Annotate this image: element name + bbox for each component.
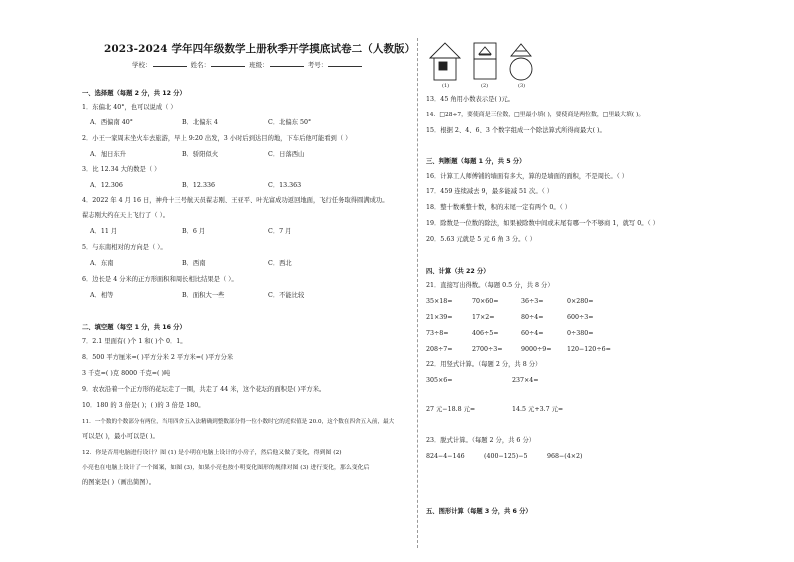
section-5-heading: 五、图形计算（每题 3 分，共 6 分） xyxy=(426,508,532,515)
q22-item: 14.5 元+3.7 元= xyxy=(512,406,564,413)
q2-option-b: B．骄阳似火 xyxy=(182,151,219,158)
question-5: 5．与东南相对的方向是（ ）。 xyxy=(82,244,167,251)
calc-item: 120−120÷6= xyxy=(567,346,611,353)
question-1: 1．东偏北 40°，也可以说成（ ） xyxy=(82,104,177,111)
section-1-heading: 一、选择题（每题 2 分，共 12 分） xyxy=(82,90,186,97)
q4-option-b: B．6 月 xyxy=(182,228,206,235)
question-10: 10．180 的 3 倍是( )；( )的 3 倍是 180。 xyxy=(82,402,205,409)
question-14: 14．□28÷7，要使商是三位数，□里最小填( )，要使商是两位数，□里最大填( )。 xyxy=(426,112,645,118)
question-11-line-1: 11．一个数的个数部分有两位，当用四舍五入法精确到整数部分得一位小数时它的近似值是 20.0，这个数在四舍五入前，最大 xyxy=(82,419,395,425)
calc-item: 73÷8= xyxy=(426,330,449,337)
question-23: 23．脱式计算。（每题 2 分，共 6 分） xyxy=(426,437,536,444)
q1-option-c: C．北偏东 50° xyxy=(268,119,312,126)
question-18: 18．整十数乘整十数，积的末尾一定有两个 0。（ ） xyxy=(426,204,572,211)
name-field[interactable] xyxy=(211,59,245,67)
name-label: 姓名： xyxy=(190,61,211,69)
calc-item: 60÷4= xyxy=(521,330,544,337)
school-label: 学校： xyxy=(132,61,152,69)
q23-item: 968−(4×2) xyxy=(547,453,583,460)
school-field[interactable] xyxy=(153,59,187,67)
question-16: 16．计算工人师傅铺的墙面有多大，算的是墙面的面积，不是周长。（ ） xyxy=(426,173,629,180)
section-2-heading: 二、填空题（每空 1 分，共 16 分） xyxy=(82,324,186,331)
calc-item: 36÷3= xyxy=(521,298,544,305)
q2-option-a: A．旭日东升 xyxy=(90,151,127,158)
calc-item: 0÷380= xyxy=(567,330,594,337)
question-4-line-2: 翟志刚大约在天上飞行了（ ）。 xyxy=(82,212,170,219)
q4-option-a: A．11 月 xyxy=(90,228,118,235)
number-label: 考号： xyxy=(307,61,328,69)
question-4-line-1: 4．2022 年 4 月 16 日，神舟十三号航天员翟志刚、王亚平、叶光富成功返回地面，飞行任务取得圆满成功。 xyxy=(82,197,389,204)
class-field[interactable] xyxy=(270,59,304,67)
q5-option-a: A．东南 xyxy=(90,260,114,267)
section-4-heading: 四、计算（共 22 分） xyxy=(426,268,490,275)
q3-option-c: C．13.363 xyxy=(268,182,302,189)
calc-item: 35×18= xyxy=(426,298,453,305)
question-8-line-1: 8．500 平方厘米=( )平方分米 2 平方米=( )平方分米 xyxy=(82,354,234,361)
figure-1-caption: (1) xyxy=(442,83,450,89)
question-20: 20．5.63 元就是 5 元 6 角 3 分。（ ） xyxy=(426,236,536,243)
q1-option-a: A．西偏南 40° xyxy=(90,119,133,126)
question-8-line-2: 3 千克=( )克 8000 千克=( )吨 xyxy=(82,370,171,377)
question-3: 3．比 12.34 大的数是（ ） xyxy=(82,166,161,173)
q2-option-c: C．日落西山 xyxy=(268,151,305,158)
question-13: 13．45 角用小数表示是( )元。 xyxy=(426,96,514,103)
q23-item: 824−4−146 xyxy=(426,453,465,460)
q22-item: 27 元−18.8 元= xyxy=(426,406,476,413)
q6-option-b: B．面积大一些 xyxy=(182,292,225,299)
question-6: 6．边长是 4 分米的正方形面积和周长相比结果是（ ）。 xyxy=(82,276,238,283)
q5-option-c: C．西北 xyxy=(268,260,292,267)
section-3-heading: 三、判断题（每题 1 分，共 5 分） xyxy=(426,158,526,165)
student-info-line xyxy=(132,59,364,69)
question-12-line-1: 12．你是否用电脑进行设计？图 (1) 是小明在电脑上设计的小房子，然后他又做了变化，得到图 (2) xyxy=(82,450,342,456)
calc-item: 406÷5= xyxy=(472,330,499,337)
class-label: 班级： xyxy=(249,61,269,69)
q6-option-c: C．不能比较 xyxy=(268,292,305,299)
calc-item: 80÷4= xyxy=(521,314,544,321)
question-12-line-2: 小亮也在电脑上设计了一个图案，如图 (3)，如果小亮也按小明变化图形的规律对图 (3) 进行变化，那么变化后 xyxy=(82,465,370,471)
question-11-line-2: 可以是( )，最小可以是( )。 xyxy=(82,433,159,440)
right-column xyxy=(426,0,766,562)
q6-option-a: A．相等 xyxy=(90,292,114,299)
q1-option-b: B．北偏东 4 xyxy=(182,119,218,126)
calc-item: 2700÷3= xyxy=(472,346,503,353)
question-9: 9．农农沿着一个正方形的花坛走了一圈，共走了 44 米，这个花坛的面积是( )平方米。 xyxy=(82,386,326,393)
figure-2-caption: (2) xyxy=(481,83,489,89)
question-21: 21．直接写出得数。（每题 0.5 分，共 8 分） xyxy=(426,282,554,289)
question-19: 19．除数是一位数的除法，如果被除数中间或末尾有哪一个不够商 1，就写 0。（ ） xyxy=(426,220,659,227)
q23-item: (400−125)−5 xyxy=(484,453,528,460)
column-divider xyxy=(417,38,418,548)
question-22: 22．用竖式计算。（每题 2 分，共 8 分） xyxy=(426,361,542,368)
figure-3-caption: (3) xyxy=(518,83,526,89)
question-15: 15．根据 2、4、6、3 个数字组成一个除法算式所得商最大( )。 xyxy=(426,127,606,134)
calc-item: 21×39= xyxy=(426,314,453,321)
question-2: 2．小王一家周末坐火车去旅游，早上 9:20 出发，3 小时后到达目的地，下车后他可能看到（ ） xyxy=(82,135,352,142)
question-17: 17．459 连续减去 9，最多能减 51 次。（ ） xyxy=(426,188,554,195)
calc-item: 70×60= xyxy=(472,298,499,305)
q4-option-c: C．7 月 xyxy=(268,228,292,235)
calc-item: 0×280= xyxy=(567,298,594,305)
calc-item: 600÷3= xyxy=(567,314,594,321)
calc-item: 9000÷9= xyxy=(521,346,552,353)
q3-option-a: A．12.306 xyxy=(90,182,123,189)
q5-option-b: B．西南 xyxy=(182,260,206,267)
question-12-line-3: 的图案是( )（画出简图）。 xyxy=(82,479,156,486)
calc-item: 17×2= xyxy=(472,314,495,321)
left-column xyxy=(82,0,416,562)
page-title: 2023-2024 学年四年级数学上册秋季开学摸底试卷二（人教版） xyxy=(104,43,416,55)
q22-item: 237×4= xyxy=(512,377,539,384)
number-field[interactable] xyxy=(328,59,362,67)
calc-item: 208÷7= xyxy=(426,346,453,353)
question-7: 7．2.1 里面有( )个 1 和( )个 0．1。 xyxy=(82,338,187,345)
q3-option-b: B．12.336 xyxy=(182,182,215,189)
q22-item: 305×6= xyxy=(426,377,453,384)
